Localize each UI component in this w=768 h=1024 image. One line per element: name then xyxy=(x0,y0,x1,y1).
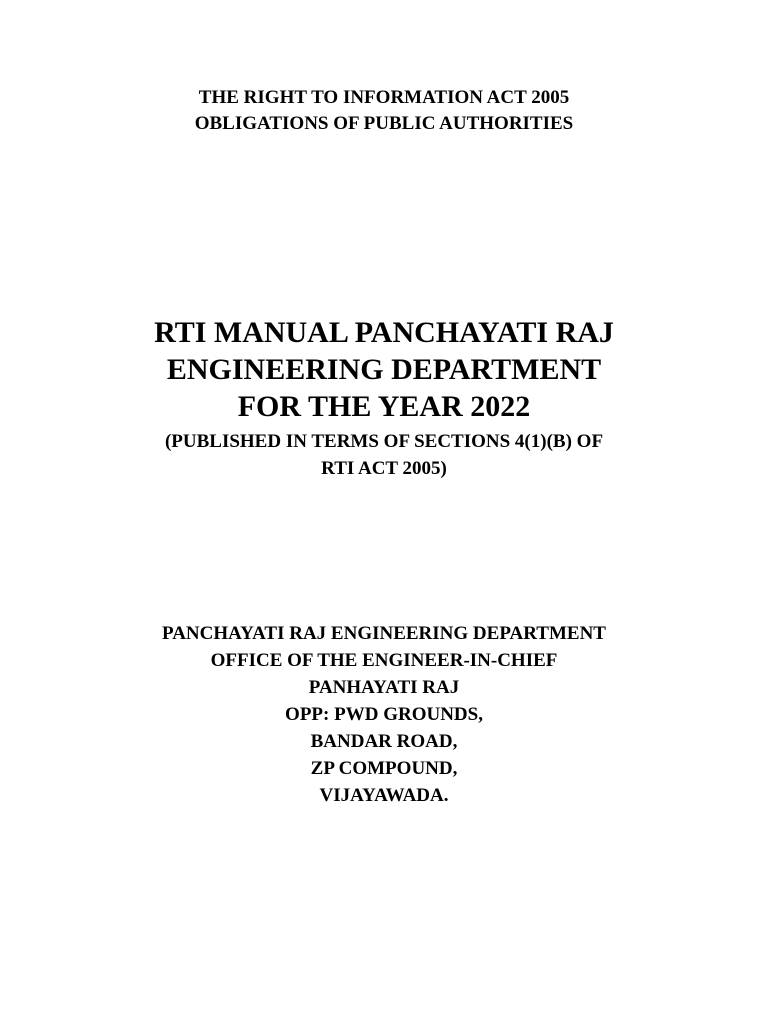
publication-note-line-1: (PUBLISHED IN TERMS OF SECTIONS 4(1)(B) OF xyxy=(164,431,604,452)
office-address xyxy=(0,620,768,809)
publication-note-line-2: RTI ACT 2005) xyxy=(321,458,447,479)
office-name: OFFICE OF THE ENGINEER-IN-CHIEF xyxy=(210,650,558,671)
act-header xyxy=(0,85,768,137)
address-landmark: OPP: PWD GROUNDS, xyxy=(285,704,483,725)
office-division: PANHAYATI RAJ xyxy=(308,677,460,698)
manual-title xyxy=(0,314,768,425)
manual-title-line-3: FOR THE YEAR 2022 xyxy=(237,390,531,423)
publication-note xyxy=(0,428,768,482)
act-title-line: THE RIGHT TO INFORMATION ACT 2005 xyxy=(198,87,570,108)
manual-title-line-2: ENGINEERING DEPARTMENT xyxy=(166,353,602,386)
manual-title-line-1: RTI MANUAL PANCHAYATI RAJ xyxy=(154,316,614,349)
address-city: VIJAYAWADA. xyxy=(319,785,449,806)
address-compound: ZP COMPOUND, xyxy=(310,758,458,779)
obligations-line: OBLIGATIONS OF PUBLIC AUTHORITIES xyxy=(194,113,574,134)
department-name: PANCHAYATI RAJ ENGINEERING DEPARTMENT xyxy=(162,623,606,644)
address-road: BANDAR ROAD, xyxy=(310,731,458,752)
